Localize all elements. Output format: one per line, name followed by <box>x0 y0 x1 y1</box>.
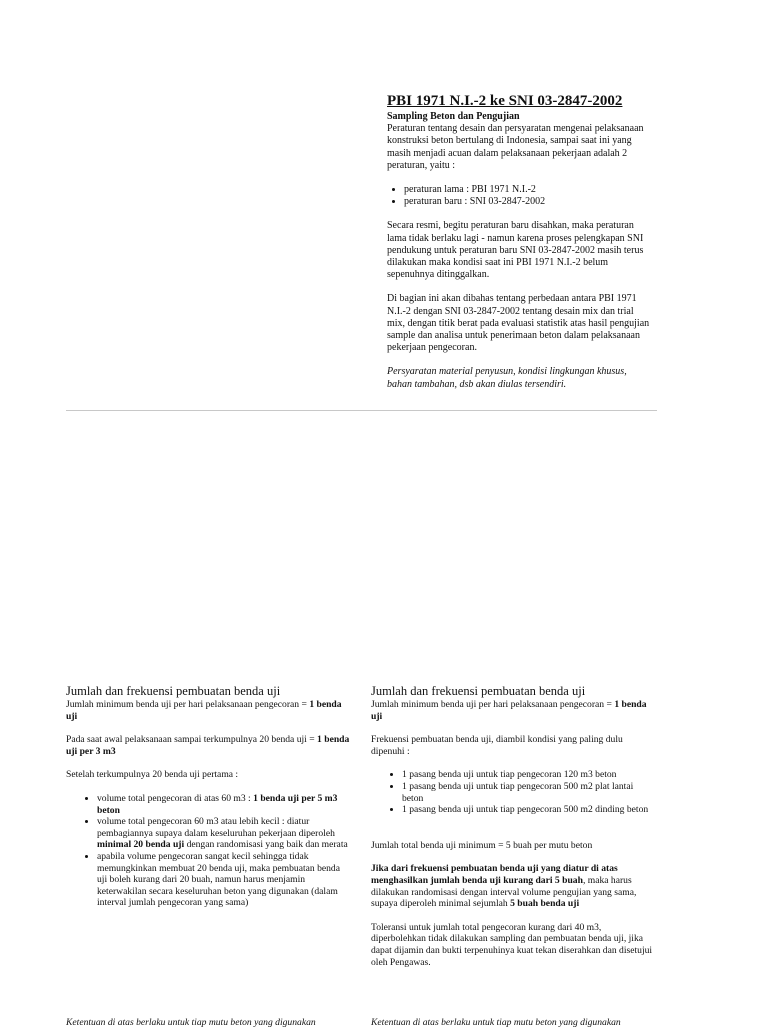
regulation-list <box>387 184 653 208</box>
left-start-paragraph: Pada saat awal pelaksanaan sampai terkumpulnya 20 benda uji = 1 benda uji per 3 m3 <box>66 734 350 757</box>
right-total-paragraph: Jumlah total benda uji minimum = 5 buah per mutu beton <box>371 839 593 851</box>
intro-section <box>387 92 653 391</box>
right-min-paragraph: Jumlah minimum benda uji per hari pelaksanaan pengecoran = 1 benda uji <box>371 699 647 722</box>
list-item: • volume total pengecoran 60 m3 atau lebih kecil : diatur pembagiannya supaya dalam keseluruhan pekerjaan diperoleh minimal 20 benda uji dengan randomisasi yang baik dan merata <box>97 816 351 851</box>
right-footer-note: Ketentuan di atas berlaku untuk tiap mutu beton yang digunakan <box>371 1017 621 1028</box>
left-footer-note: Ketentuan di atas berlaku untuk tiap mutu beton yang digunakan <box>66 1017 316 1028</box>
list-item: • 1 pasang benda uji untuk tiap pengecoran 500 m2 plat lantai beton <box>402 781 656 804</box>
right-bullet-list <box>371 769 656 815</box>
right-column-sni <box>371 684 656 968</box>
list-item: • volume total pengecoran di atas 60 m3 : 1 benda uji per 5 m3 beton <box>97 793 351 816</box>
intro-paragraph: Peraturan tentang desain dan persyaratan mengenai pelaksanaan konstruksi beton bertulang di Indonesia, sampai saat ini yang masih menjadi acuan dalam pelaksanaan pekerjaan adalah 2 peraturan, yaitu : <box>387 123 644 171</box>
right-heading: Jumlah dan frekuensi pembuatan benda uji <box>371 684 586 698</box>
paragraph-official: Secara resmi, begitu peraturan baru disahkan, maka peraturan lama tidak berlaku lagi - namun karena proses pelengkapan SNI pendukung untuk peraturan baru SNI 03-2847-2002 masih terus dilakukan maka kondisi saat ini PBI 1971 N.I.-2 belum sepenuhnya ditinggalkan. <box>387 220 644 281</box>
horizontal-divider <box>66 410 657 411</box>
right-frequency-paragraph: Frekuensi pembuatan benda uji, diambil kondisi yang paling dulu dipenuhi : <box>371 734 623 757</box>
right-tolerance-paragraph: Toleransi untuk jumlah total pengecoran kurang dari 40 m3, diperbolehkan tidak dilakukan sampling dan pembuatan benda uji, jika dapat dijamin dan bukti terpenuhinya kuat tekan diserahkan dan disetujui oleh Pengawas. <box>371 921 653 968</box>
left-heading: Jumlah dan frekuensi pembuatan benda uji <box>66 684 281 698</box>
list-item: • 1 pasang benda uji untuk tiap pengecoran 120 m3 beton <box>402 769 656 781</box>
list-item: • apabila volume pengecoran sangat kecil sehingga tidak memungkinkan membuat 20 benda uji, maka pembuatan benda uji boleh kurang dari 20 buah, namun harus menjamin keterwakilan secara keseluruhan beton yang digunakan (dalam interval jumlah pengecoran yang sama) <box>97 851 351 909</box>
page-subtitle: Sampling Beton dan Pengujian <box>387 111 520 122</box>
left-column-pbi <box>66 684 351 909</box>
left-bullet-list <box>66 793 351 909</box>
list-item: • 1 pasang benda uji untuk tiap pengecoran 500 m2 dinding beton <box>402 804 656 816</box>
italic-note: Persyaratan material penyusun, kondisi lingkungan khusus, bahan tambahan, dsb akan diulas tersendiri. <box>387 366 627 390</box>
list-item: • peraturan lama : PBI 1971 N.I.-2 <box>404 184 653 196</box>
left-after-paragraph: Setelah terkumpulnya 20 benda uji pertama : <box>66 769 239 781</box>
paragraph-discussion: Di bagian ini akan dibahas tentang perbedaan antara PBI 1971 N.I.-2 dengan SNI 03-2847-2002 tentang desain mix dan trial mix, dengan titik berat pada evaluasi statistik atas hasil pengujian sample dan analisa untuk penerimaan beton dalam pelaksanaan pekerjaan pengecoran. <box>387 293 650 354</box>
right-condition-paragraph: Jika dari frekuensi pembuatan benda uji yang diatur di atas menghasilkan jumlah benda uji kurang dari 5 buah, maka harus dilakukan randomisasi dengan interval volume pengujian yang sama, supaya diperoleh minimal sejumlah 5 buah benda uji <box>371 863 637 910</box>
left-min-paragraph: Jumlah minimum benda uji per hari pelaksanaan pengecoran = 1 benda uji <box>66 699 342 722</box>
list-item: • peraturan baru : SNI 03-2847-2002 <box>404 196 653 208</box>
page-title: PBI 1971 N.I.-2 ke SNI 03-2847-2002 <box>387 93 623 109</box>
